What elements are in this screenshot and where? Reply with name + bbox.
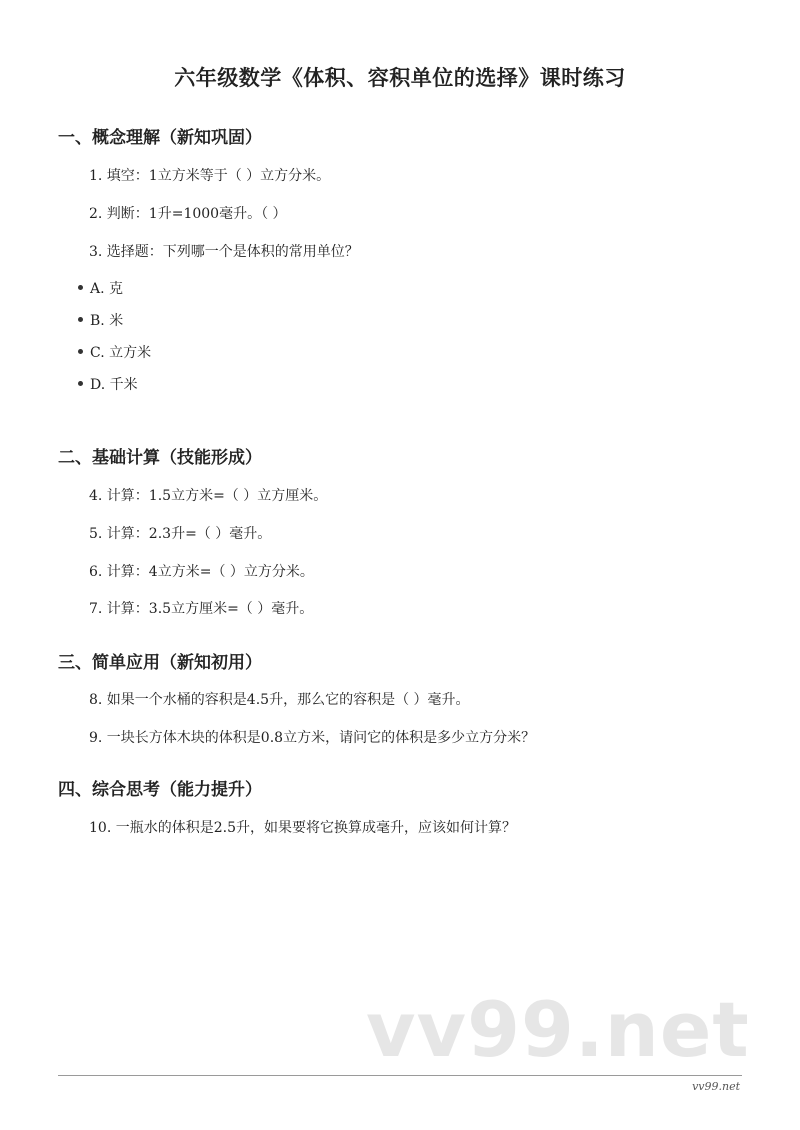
section-heading-4: 四、综合思考（能力提升） [58,780,262,800]
option-d-label: D. 千米 [90,377,138,393]
option-a [78,278,123,298]
question-5: 5. 计算：2.3升=（ ）毫升。 [89,526,272,542]
question-1: 1. 填空：1立方米等于（ ）立方分米。 [89,168,331,184]
option-b [78,310,123,330]
watermark: vv99.net [366,985,750,1074]
option-a-label: A. 克 [90,281,124,297]
bullet-icon [78,285,83,290]
footer-divider [58,1075,742,1076]
question-7: 7. 计算：3.5立方厘米=（ ）毫升。 [89,601,314,617]
footer-text: vv99.net [692,1080,740,1093]
option-d [78,374,138,394]
question-4: 4. 计算：1.5立方米=（ ）立方厘米。 [89,488,328,504]
question-3: 3. 选择题：下列哪一个是体积的常用单位？ [89,244,359,260]
question-6: 6. 计算：4立方米=（ ）立方分米。 [89,564,314,580]
section-heading-2: 二、基础计算（技能形成） [58,448,262,468]
option-b-label: B. 米 [90,313,124,329]
section-heading-1: 一、概念理解（新知巩固） [58,128,262,148]
question-9: 9. 一块长方体木块的体积是0.8立方米，请问它的体积是多少立方分米？ [89,730,536,746]
question-8: 8. 如果一个水桶的容积是4.5升，那么它的容积是（ ）毫升。 [89,692,470,708]
bullet-icon [78,317,83,322]
question-10: 10. 一瓶水的体积是2.5升，如果要将它换算成毫升，应该如何计算？ [89,820,516,836]
page-title: 六年级数学《体积、容积单位的选择》课时练习 [174,65,626,90]
section-heading-3: 三、简单应用（新知初用） [58,653,262,673]
bullet-icon [78,349,83,354]
option-c-label: C. 立方米 [90,345,152,361]
bullet-icon [78,381,83,386]
question-2: 2. 判断：1升=1000毫升。（ ） [89,206,287,222]
option-c [78,342,151,362]
